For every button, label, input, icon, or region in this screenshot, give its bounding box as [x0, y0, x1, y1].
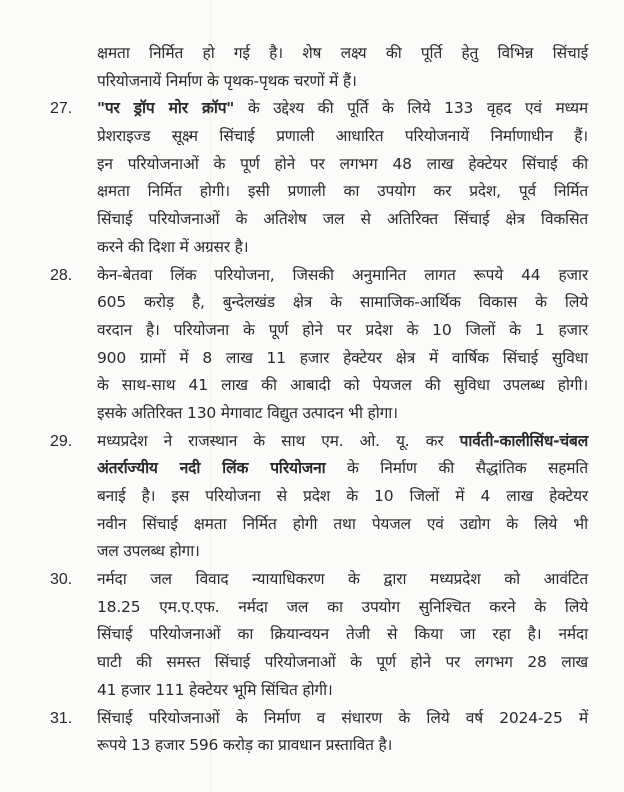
- body-text: करने की दिशा में अग्रसर है।: [97, 237, 249, 256]
- body-text: रूपये 13 हजार 596 करोड़ का प्रावधान प्रस्तावित है।: [97, 736, 393, 755]
- text-line: [97, 151, 588, 179]
- paragraph-number: 31.: [50, 709, 73, 727]
- text-line: [97, 705, 588, 733]
- paragraph-number: 29.: [50, 432, 73, 450]
- text-line: [97, 95, 588, 123]
- body-text: 900 ग्रामों में 8 लाख 11 हजार हेक्टेयर क्षेत्र में वार्षिक सिंचाई सुविधा: [97, 348, 588, 367]
- body-text: घाटी की समस्त सिंचाई परियोजनाओं के पूर्ण होने पर लगभग 28 लाख: [97, 653, 588, 672]
- text-line: [97, 68, 588, 96]
- body-text: 41 हजार 111 हेक्टेयर भूमि सिंचित होगी।: [97, 680, 333, 699]
- paragraph: [0, 428, 624, 566]
- text-line: [97, 400, 588, 428]
- paragraph-number: 30.: [50, 571, 73, 589]
- paragraph: [0, 40, 624, 95]
- body-text: इन परियोजनाओं के पूर्ण होने पर लगभग 48 लाख हेक्टेयर सिंचाई की: [97, 154, 588, 173]
- body-text: क्षमता निर्मित हो गई है। शेष लक्ष्य की पूर्ति हेतु विभिन्न सिंचाई: [97, 44, 588, 62]
- text-line: [97, 289, 588, 317]
- text-line: [97, 594, 588, 622]
- text-line: [97, 649, 588, 677]
- text-line: [97, 178, 588, 206]
- text-line: [97, 234, 588, 262]
- body-text: जल उपलब्ध होगा।: [97, 542, 200, 561]
- document-page: [0, 40, 624, 760]
- body-text: 605 करोड़ है, बुन्देलखंड क्षेत्र के सामाजिक-आर्थिक विकास के लिये: [97, 293, 588, 312]
- bold-text: अंतर्राज्यीय नदी लिंक परियोजना: [97, 459, 326, 478]
- body-text: बनाई है। इस परियोजना से प्रदेश के 10 जिलों में 4 लाख हेक्टेयर: [97, 487, 588, 505]
- bold-text: "पर ड्रॉप मोर क्रॉप": [97, 99, 235, 118]
- text-line: [97, 732, 588, 760]
- paragraph: [0, 566, 624, 704]
- body-text: नवीन सिंचाई क्षमता निर्मित होगी तथा पेयजल एवं उद्योग के लिये भी: [97, 514, 588, 533]
- paragraph: [0, 705, 624, 760]
- text-line: [97, 372, 588, 400]
- text-line: [97, 428, 588, 456]
- paragraph-number: 27.: [50, 100, 73, 118]
- body-text: मध्यप्रदेश ने राजस्थान के साथ एम. ओ. यू. कर: [97, 431, 460, 450]
- text-line: [97, 123, 588, 151]
- body-text: केन-बेतवा लिंक परियोजना, जिसकी अनुमानित लागत रूपये 44 हजार: [97, 265, 588, 284]
- body-text: वरदान है। परियोजना के पूर्ण होने पर प्रदेश के 10 जिलों के 1 हजार: [97, 320, 588, 339]
- body-text: इसके अतिरिक्त 130 मेगावाट विद्युत उत्पादन भी होगा।: [97, 403, 398, 422]
- text-line: [97, 345, 588, 373]
- body-text: सिंचाई परियोजनाओं के निर्माण व संधारण के लिये वर्ष 2024-25 में: [97, 708, 588, 727]
- text-line: [97, 511, 588, 539]
- body-text: नर्मदा जल विवाद न्यायाधिकरण के द्वारा मध्यप्रदेश को आवंटित: [97, 570, 588, 589]
- bold-text: पार्वती-कालीसिंध-चंबल: [459, 431, 588, 450]
- body-text: के निर्माण की सैद्धांतिक सहमति: [325, 459, 588, 478]
- text-line: [97, 483, 588, 511]
- paragraph: [0, 262, 624, 428]
- text-line: [97, 677, 588, 705]
- body-text: प्रेशराइज्ड सूक्ष्म सिंचाई प्रणाली आधारित परियोजनायें निर्माणाधीन हैं।: [97, 127, 588, 146]
- text-line: [97, 566, 588, 594]
- text-line: [97, 40, 588, 68]
- body-text: सिंचाई परियोजनाओं के अतिशेष जल से अतिरिक्त सिंचाई क्षेत्र विकसित: [97, 210, 588, 229]
- text-line: [97, 317, 588, 345]
- text-line: [97, 206, 588, 234]
- body-text: 18.25 एम.ए.एफ. नर्मदा जल का उपयोग सुनिश्चित करने के लिये: [97, 597, 588, 616]
- text-line: [97, 262, 588, 290]
- text-line: [97, 621, 588, 649]
- body-text: सिंचाई परियोजनाओं का क्रियान्वयन तेजी से किया जा रहा है। नर्मदा: [97, 625, 589, 644]
- text-line: [97, 538, 588, 566]
- paragraph: [0, 95, 624, 261]
- paragraph-number: 28.: [50, 266, 73, 284]
- body-text: के साथ-साथ 41 लाख की आबादी को पेयजल की सुविधा उपलब्ध होगी।: [97, 376, 588, 395]
- text-line: [97, 455, 588, 483]
- body-text: क्षमता निर्मित होगी। इसी प्रणाली का उपयोग कर प्रदेश, पूर्व निर्मित: [97, 182, 588, 201]
- body-text: परियोजनायें निर्माण के पृथक-पृथक चरणों में हैं।: [97, 71, 357, 90]
- body-text: के उद्देश्य की पूर्ति के लिये 133 वृहद एवं मध्यम: [234, 99, 588, 118]
